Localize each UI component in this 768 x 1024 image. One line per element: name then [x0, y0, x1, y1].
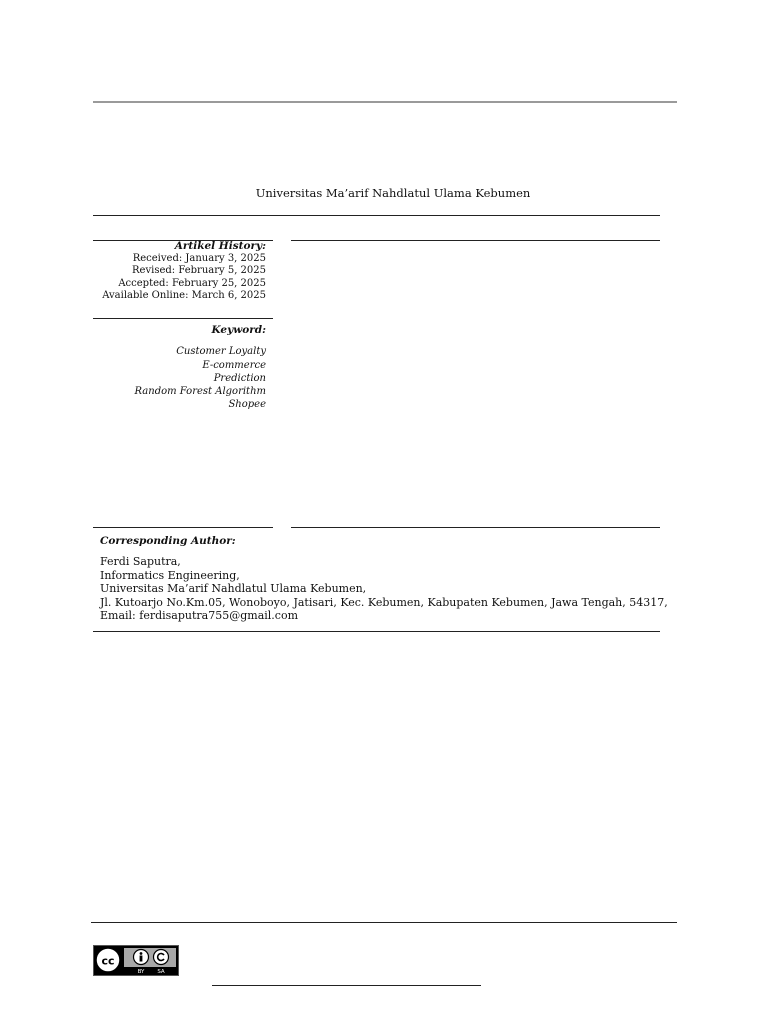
by-label: BY: [137, 969, 145, 975]
cc-license-icon: [94, 946, 178, 975]
keyword-item: Shopee: [228, 399, 266, 411]
article-history: [66, 240, 266, 303]
affiliation-rule: [93, 215, 660, 216]
corresponding-bottom-rule: [93, 631, 660, 632]
abstract-bottom-rule: [291, 527, 660, 528]
keyword-item: Customer Loyalty: [176, 346, 266, 358]
keyword-item: E-commerce: [202, 359, 266, 371]
history-heading: Artikel History:: [174, 240, 266, 252]
footer-rule: [91, 922, 677, 923]
history-accepted: Accepted: February 25, 2025: [118, 277, 266, 289]
author-name: Ferdi Saputra,: [100, 555, 181, 568]
corresponding-details: [100, 555, 668, 623]
author-address: Jl. Kutoarjo No.Km.05, Wonoboyo, Jatisari, Kec. Kebumen, Kabupaten Kebumen, Jawa Tengah, 54317,: [100, 595, 668, 609]
affiliation: Universitas Ma’arif Nahdlatul Ulama Kebumen: [255, 186, 531, 200]
keyword-item: Prediction: [213, 372, 266, 384]
abstract-top-rule: [291, 240, 660, 241]
cc-by-sa-badge: [93, 945, 179, 976]
history-online: Available Online: March 6, 2025: [102, 290, 266, 301]
author-email: Email: ferdisaputra755@gmail.com: [100, 609, 298, 623]
sa-label: SA: [157, 969, 165, 975]
author-university: Universitas Ma’arif Nahdlatul Ulama Kebumen,: [100, 582, 367, 596]
keywords-block: [66, 324, 266, 412]
keyword-item: Random Forest Algorithm: [134, 386, 266, 398]
history-revised: Revised: February 5, 2025: [132, 265, 266, 276]
corresponding-heading: Corresponding Author:: [100, 535, 236, 547]
author-department: Informatics Engineering,: [100, 568, 240, 582]
keyword-heading: Keyword:: [211, 324, 266, 336]
keyword-bottom-rule: [93, 527, 273, 528]
history-received: Received: January 3, 2025: [132, 252, 266, 264]
keyword-top-rule: [93, 318, 273, 319]
header-rule: [93, 101, 677, 103]
cc-mark: cc: [101, 954, 115, 968]
license-underline: [212, 985, 481, 986]
